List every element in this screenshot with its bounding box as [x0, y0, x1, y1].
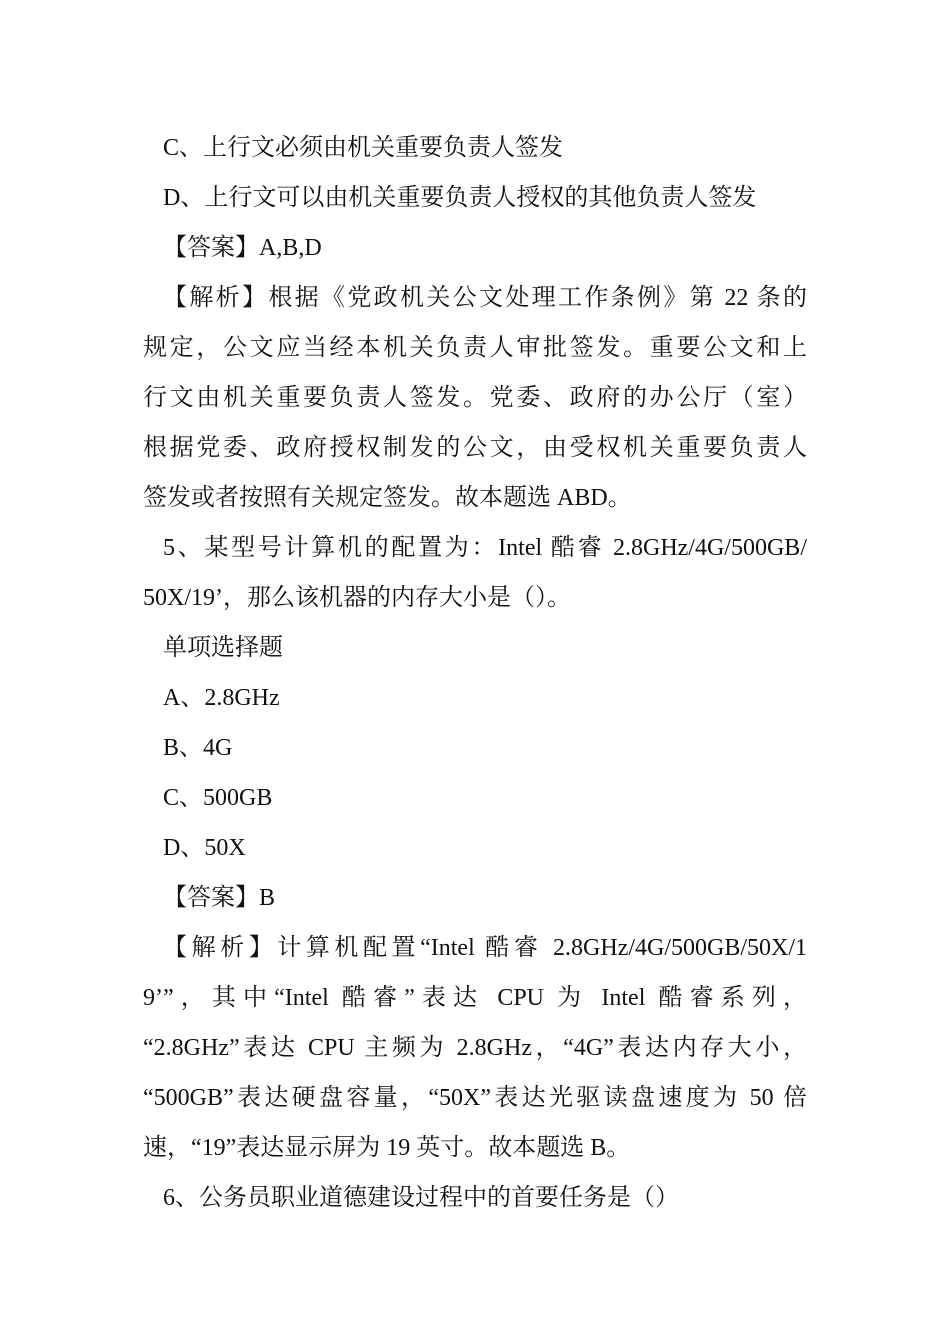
analysis-line-2: 9’”，其中“Intel 酷睿”表达 CPU 为 Intel 酷睿系列， — [143, 985, 807, 1011]
question-type: 单项选择题 — [163, 635, 283, 661]
analysis-line-1: 【解析】计算机配置“Intel 酷睿 2.8GHz/4G/500GB/50X/1 — [163, 935, 807, 961]
question-5-line-1: 5、某型号计算机的配置为：Intel 酷睿 2.8GHz/4G/500GB/ — [163, 535, 807, 561]
analysis-prev-line-2: 规定，公文应当经本机关负责人审批签发。重要公文和上 — [143, 335, 807, 361]
answer: 【答案】B — [163, 885, 276, 911]
option-c: C、500GB — [163, 785, 273, 811]
analysis-prev-line-4: 根据党委、政府授权制发的公文，由受权机关重要负责人 — [143, 435, 807, 461]
option-b: B、4G — [163, 735, 233, 761]
answer-prev: 【答案】A,B,D — [163, 235, 322, 261]
question-6: 6、公务员职业道德建设过程中的首要任务是（） — [163, 1185, 679, 1211]
analysis-line-3: “2.8GHz”表达 CPU 主频为 2.8GHz，“4G”表达内存大小， — [143, 1035, 807, 1061]
option-a: A、2.8GHz — [163, 685, 280, 711]
analysis-line-5: 速，“19”表达显示屏为 19 英寸。故本题选 B。 — [143, 1135, 631, 1161]
analysis-prev-line-3: 行文由机关重要负责人签发。党委、政府的办公厅（室） — [143, 385, 807, 411]
analysis-line-4: “500GB”表达硬盘容量，“50X”表达光驱读盘速度为 50 倍 — [143, 1085, 807, 1111]
question-5-line-2: 50X/19’，那么该机器的内存大小是（）。 — [143, 585, 571, 611]
option-d-prev: D、上行文可以由机关重要负责人授权的其他负责人签发 — [163, 185, 757, 211]
analysis-prev-line-1: 【解析】根据《党政机关公文处理工作条例》第 22 条的 — [163, 285, 807, 311]
option-d: D、50X — [163, 835, 246, 861]
option-c-prev: C、上行文必须由机关重要负责人签发 — [163, 135, 564, 161]
analysis-prev-line-5: 签发或者按照有关规定签发。故本题选 ABD。 — [143, 485, 632, 511]
